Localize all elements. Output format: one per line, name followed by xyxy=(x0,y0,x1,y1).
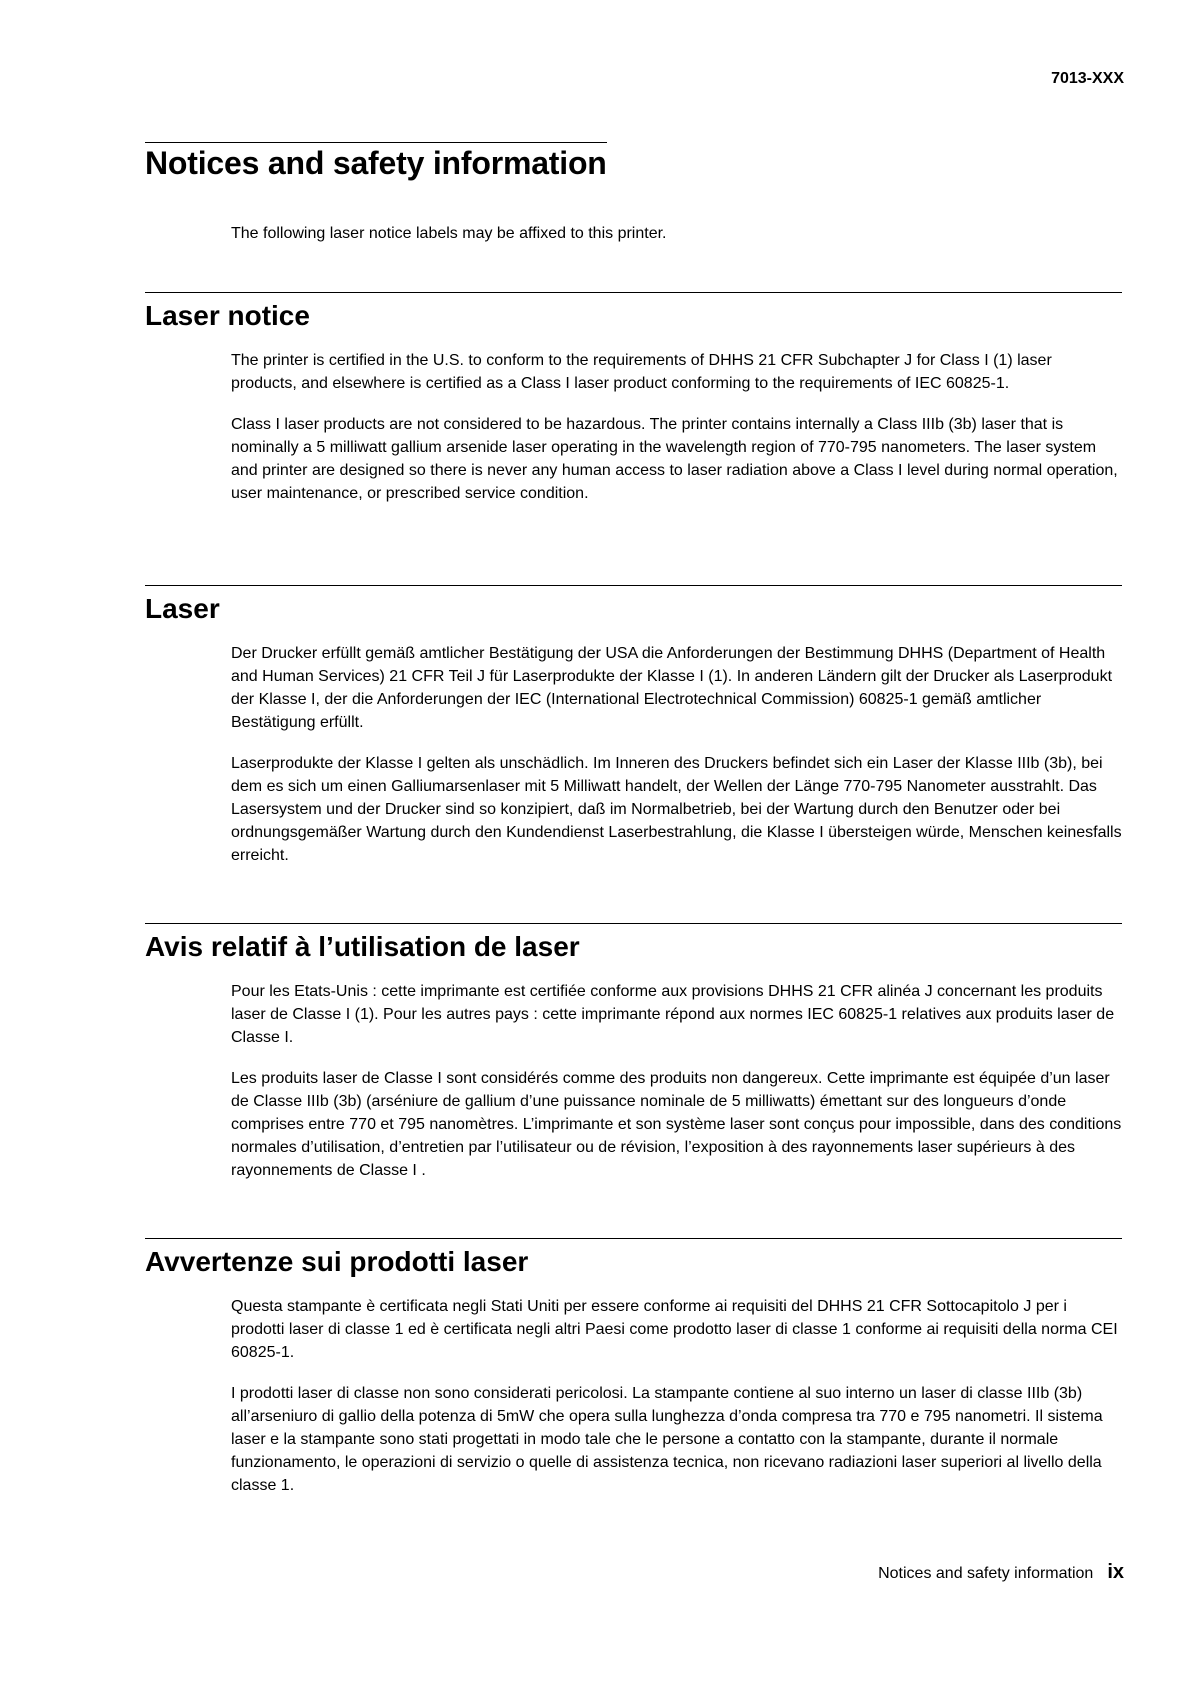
section-body xyxy=(231,642,1122,867)
header-code: 7013-XXX xyxy=(1051,70,1124,87)
section-heading: Laser notice xyxy=(145,300,310,331)
intro-paragraph: The following laser notice labels may be affixed to this printer. xyxy=(231,225,667,242)
paragraph: Pour les Etats-Unis : cette imprimante est certifiée conforme aux provisions DHHS 21 CFR alinéa J concernant les produits laser de Classe I (1). Pour les autres pays : cette imprimante répond aux normes IEC 60825-1 relatives aux produits laser de Classe I. xyxy=(231,983,1115,1046)
section-heading: Avis relatif à l’utilisation de laser xyxy=(145,931,580,962)
section-heading: Avvertenze sui prodotti laser xyxy=(145,1246,529,1277)
page-number: ix xyxy=(1107,1561,1124,1583)
page-title: Notices and safety information xyxy=(145,145,607,181)
paragraph: Les produits laser de Classe I sont considérés comme des produits non dangereux. Cette imprimante est équipée d’un laser de Classe IIIb (3b) (arséniure de gallium d’une puissance nominale de 5 milliwatts) émettant sur des longueurs d’onde comprises entre 770 et 795 nanomètres. L’imprimante et son système laser sont conçus pour impossible, dans des conditions normales d’utilisation, d’entretien par l’utilisateur ou de révision, l’exposition à des rayonnements laser supérieurs à des rayonnements de Classe I . xyxy=(231,1070,1122,1179)
paragraph: Der Drucker erfüllt gemäß amtlicher Bestätigung der USA die Anforderungen der Bestimmung DHHS (Department of Health and Human Services) 21 CFR Teil J für Laserprodukte der Klasse I (1). In anderen Ländern gilt der Drucker als Laserprodukt der Klasse I, der die Anforderungen der IEC (International Electrotechnical Commission) 60825-1 gemäß amtlicher Bestätigung erfüllt. xyxy=(231,645,1113,731)
paragraph: The printer is certified in the U.S. to conform to the requirements of DHHS 21 CFR Subchapter J for Class I (1) laser products, and elsewhere is certified as a Class I laser product conforming to the requirements of IEC 60825-1. xyxy=(231,352,1052,392)
paragraph: I prodotti laser di classe non sono considerati pericolosi. La stampante contiene al suo interno un laser di classe IIIb (3b) all’arseniuro di gallio della potenza di 5mW che opera sulla lunghezza d’onda compresa tra 770 e 795 nanometri. Il sistema laser e la stampante sono stati progettati in modo tale che le persone a contatto con la stampante, durante il normale funzionamento, le operazioni di servizio o quelle di assistenza tecnica, non ricevano radiazioni laser superiori al livello della classe 1. xyxy=(231,1385,1103,1494)
section-laser-italian xyxy=(145,1238,1122,1515)
section-body xyxy=(231,1295,1122,1497)
footer-label: Notices and safety information xyxy=(878,1565,1094,1582)
page-footer xyxy=(878,1560,1124,1586)
section-laser-german xyxy=(145,585,1122,885)
title-block xyxy=(145,142,607,183)
section-body xyxy=(231,980,1122,1182)
paragraph: Questa stampante è certificata negli Stati Uniti per essere conforme ai requisiti del DHHS 21 CFR Sottocapitolo J per i prodotti laser di classe 1 ed è certificata negli altri Paesi come prodotto laser di classe 1 conforme ai requisiti della norma CEI 60825-1. xyxy=(231,1298,1118,1361)
section-heading: Laser xyxy=(145,593,220,624)
paragraph: Class I laser products are not considered to be hazardous. The printer contains internally a Class IIIb (3b) laser that is nominally a 5 milliwatt gallium arsenide laser operating in the wavelength region of 770-795 nanometers. The laser system and printer are designed so there is never any human access to laser radiation above a Class I level during normal operation, user maintenance, or prescribed service condition. xyxy=(231,416,1118,502)
section-laser-notice xyxy=(145,292,1122,523)
section-body xyxy=(231,349,1122,505)
paragraph: Laserprodukte der Klasse I gelten als unschädlich. Im Inneren des Druckers befindet sich ein Laser der Klasse IIIb (3b), bei dem es sich um einen Galliumarsenlaser mit 5 Milliwatt handelt, der Wellen der Länge 770-795 Nanometer ausstrahlt. Das Lasersystem und der Drucker sind so konzipiert, daß im Normalbetrieb, bei der Wartung durch den Benutzer oder bei ordnungsgemäßer Wartung durch den Kundendienst Laserbestrahlung, die Klasse I übersteigen würde, Menschen keinesfalls erreicht. xyxy=(231,755,1122,864)
section-laser-french xyxy=(145,923,1122,1200)
